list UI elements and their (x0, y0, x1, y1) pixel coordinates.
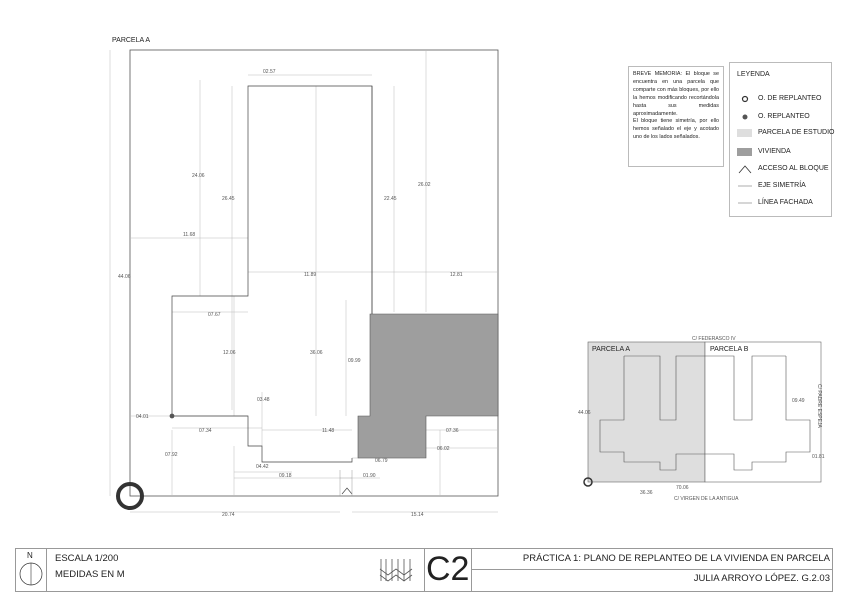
dimension-lines (110, 50, 498, 512)
legend-item: ACCESO AL BLOQUE (736, 163, 832, 175)
svg-text:07.67: 07.67 (208, 312, 221, 318)
site-parcel-a-label: PARCELA A (592, 346, 631, 353)
parcel-a-label: PARCELA A (112, 37, 151, 44)
svg-text:06.02: 06.02 (437, 446, 450, 452)
legend-item: LÍNEA FACHADA (736, 197, 832, 209)
legend-item: EJE SIMETRÍA (736, 180, 832, 192)
svg-text:15.14: 15.14 (411, 512, 424, 518)
memoria-box (628, 66, 724, 167)
site-parcel-b-label: PARCELA B (710, 346, 749, 353)
parcel-a-area (588, 342, 705, 482)
svg-text:C/ PADRE ESPEJA: C/ PADRE ESPEJA (816, 384, 822, 428)
legend (729, 62, 835, 217)
svg-text:70.06: 70.06 (676, 485, 689, 491)
dot-icon (736, 111, 754, 123)
svg-text:44.06: 44.06 (578, 410, 591, 416)
ring-icon (736, 93, 754, 105)
scale-label: ESCALA 1/200 (55, 553, 119, 564)
svg-text:12.81: 12.81 (450, 272, 463, 278)
svg-text:09.99: 09.99 (348, 358, 361, 364)
title-cell (471, 549, 832, 591)
svg-text:07.34: 07.34 (199, 428, 212, 434)
svg-text:36.36: 36.36 (640, 490, 653, 496)
svg-text:26.45: 26.45 (222, 196, 235, 202)
sheet-cell (424, 549, 472, 591)
university-logo-icon (378, 555, 420, 587)
svg-text:C/ FEDERASCO IV: C/ FEDERASCO IV (692, 336, 736, 342)
svg-text:44.06: 44.06 (118, 274, 131, 280)
housing-area (358, 314, 498, 458)
dark-fill-swatch (736, 146, 754, 158)
svg-text:26.02: 26.02 (418, 182, 431, 188)
scale-cell (46, 549, 376, 591)
north-compass-icon (18, 560, 44, 588)
svg-text:11.48: 11.48 (322, 428, 335, 434)
svg-text:22.45: 22.45 (384, 196, 397, 202)
svg-text:06.79: 06.79 (375, 458, 388, 464)
svg-text:04.01: 04.01 (136, 414, 149, 420)
axis-line-icon (736, 180, 754, 192)
svg-text:20.74: 20.74 (222, 512, 235, 518)
svg-text:12.06: 12.06 (223, 350, 236, 356)
svg-text:24.06: 24.06 (192, 173, 205, 179)
svg-text:09.49: 09.49 (792, 398, 805, 404)
light-fill-swatch (736, 127, 754, 139)
svg-text:36.06: 36.06 (310, 350, 323, 356)
svg-text:02.57: 02.57 (263, 69, 276, 75)
title-block (15, 548, 833, 592)
units-label: MEDIDAS EN M (55, 569, 125, 580)
access-arrow-icon (342, 488, 352, 494)
parcel-b-area (705, 342, 821, 482)
svg-text:11.68: 11.68 (183, 232, 196, 238)
svg-text:09.18: 09.18 (279, 473, 292, 479)
svg-text:01.90: 01.90 (363, 473, 376, 479)
svg-text:03.48: 03.48 (257, 397, 270, 403)
svg-text:11.89: 11.89 (304, 272, 317, 278)
memoria-body: El bloque se encuentra en una parcela que comparte con más bloques, por ello la hemos modificando recortándola hasta sus medidas aproximadamente. (633, 71, 720, 117)
memoria-heading: BREVE MEMORIA: (633, 71, 682, 77)
north-cell (16, 549, 47, 591)
svg-text:04.42: 04.42 (256, 464, 269, 470)
legend-item: VIVIENDA (736, 146, 832, 158)
facade-line-icon (736, 197, 754, 209)
north-label: N (27, 551, 33, 560)
svg-text:C/ VIRGEN DE LA ANTIGUA: C/ VIRGEN DE LA ANTIGUA (674, 496, 739, 502)
svg-text:07.36: 07.36 (446, 428, 459, 434)
svg-text:01.81: 01.81 (812, 454, 825, 460)
legend-item: PARCELA DE ESTUDIO (736, 127, 832, 139)
project-title: PRÁCTICA 1: PLANO DE REPLANTEO DE LA VIVIENDA EN PARCELA (522, 553, 830, 564)
legend-item: O. DE REPLANTEO (736, 93, 832, 105)
sheet-number: C2 (426, 550, 470, 588)
access-arrow-icon (736, 163, 754, 175)
legend-item: O. REPLANTEO (736, 111, 832, 123)
legend-title: LEYENDA (737, 71, 770, 78)
block-outline (172, 86, 372, 462)
memoria-body-2: El bloque tiene simetría, por ello hemos señalado el eje y acotado uno de los lados señalados. (633, 118, 719, 141)
replanteo-point-icon (170, 414, 175, 419)
svg-text:07.92: 07.92 (165, 452, 178, 458)
site-plan (578, 336, 825, 502)
author-label: JULIA ARROYO LÓPEZ. G.2.03 (693, 573, 830, 584)
